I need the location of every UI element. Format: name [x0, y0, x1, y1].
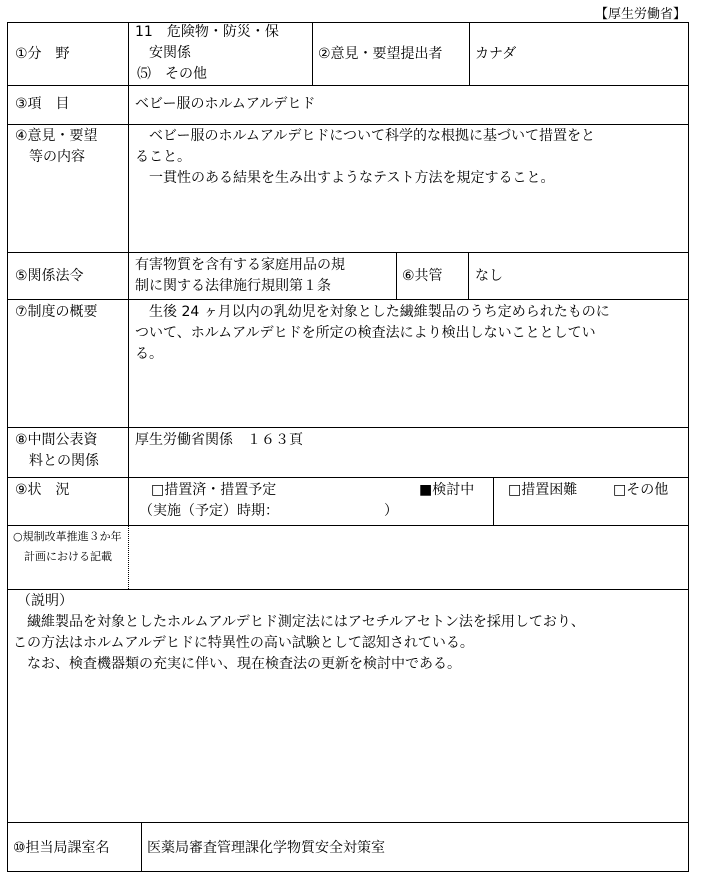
ministry-label: 【厚生労働省】: [594, 7, 686, 22]
system-label: ⑦制度の概要: [15, 304, 98, 320]
status-option-done: □措置済・措置予定: [151, 482, 277, 498]
explanation-line-3: なお、検査機器類の充実に伴い、現在検査法の更新を検討中である。: [13, 656, 461, 672]
request-text-line-1: ベビー服のホルムアルデヒドについて科学的な根拠に基づいて措置をと: [135, 128, 596, 144]
office-value: 医薬局審査管理課化学物質安全対策室: [147, 840, 385, 856]
interim-label-line-2: 料との関係: [15, 453, 99, 469]
related-law-label: ⑤関係法令: [15, 268, 84, 284]
submitter-label: ②意見・要望提出者: [318, 46, 443, 62]
request-form-table: [7, 22, 689, 872]
field-value-line-2: 安関係: [135, 45, 191, 61]
explanation-line-1: 繊維製品を対象としたホルムアルデヒド測定法にはアセチルアセトン法を採用しており、: [13, 614, 585, 630]
field-label: ①分 野: [15, 46, 70, 62]
item-label: ③項 目: [15, 96, 70, 112]
reform-plan-label-line-2: 計画における記載: [13, 550, 112, 563]
submitter-value: カナダ: [475, 46, 517, 62]
request-label-line-1: ④意見・要望: [15, 128, 98, 144]
office-label: ⑩担当局課室名: [13, 840, 110, 856]
item-value: ベビー服のホルムアルデヒド: [135, 96, 316, 112]
explanation-heading: （説明）: [17, 593, 73, 609]
request-text-line-3: 一貫性のある結果を生み出すようなテスト方法を規定すること。: [135, 170, 555, 186]
status-option-under-review: ■検討中: [419, 482, 475, 498]
status-implementation-period: （実施（予定）時期： ）: [139, 503, 398, 519]
status-option-other: □その他: [613, 482, 669, 498]
request-label-line-2: 等の内容: [15, 149, 85, 165]
interim-label-line-1: ⑧中間公表資: [15, 432, 98, 448]
related-law-line-2: 制に関する法律施行規則第１条: [135, 278, 331, 294]
request-text-line-2: ること。: [135, 149, 191, 165]
joint-value: なし: [475, 268, 503, 284]
status-option-difficult: □措置困難: [508, 482, 578, 498]
interim-value: 厚生労働省関係 １６３頁: [135, 432, 303, 448]
system-text-line-3: る。: [135, 346, 163, 362]
field-value-line-1: 11 危険物・防災・保: [135, 24, 279, 40]
reform-plan-label-line-1: ○規制改革推進３か年: [13, 530, 122, 543]
explanation-line-2: この方法はホルムアルデヒドに特異性の高い試験として認知されている。: [13, 635, 474, 651]
related-law-line-1: 有害物質を含有する家庭用品の規: [135, 257, 345, 273]
system-text-line-2: ついて、ホルムアルデヒドを所定の検査法により検出しないこととしてい: [135, 325, 596, 341]
status-label: ⑨状 況: [15, 482, 70, 498]
field-value-line-3: ⑸ その他: [137, 66, 207, 82]
joint-label: ⑥共管: [402, 268, 443, 284]
system-text-line-1: 生後 24 ヶ月以内の乳幼児を対象とした繊維製品のうち定められたものに: [135, 304, 610, 320]
